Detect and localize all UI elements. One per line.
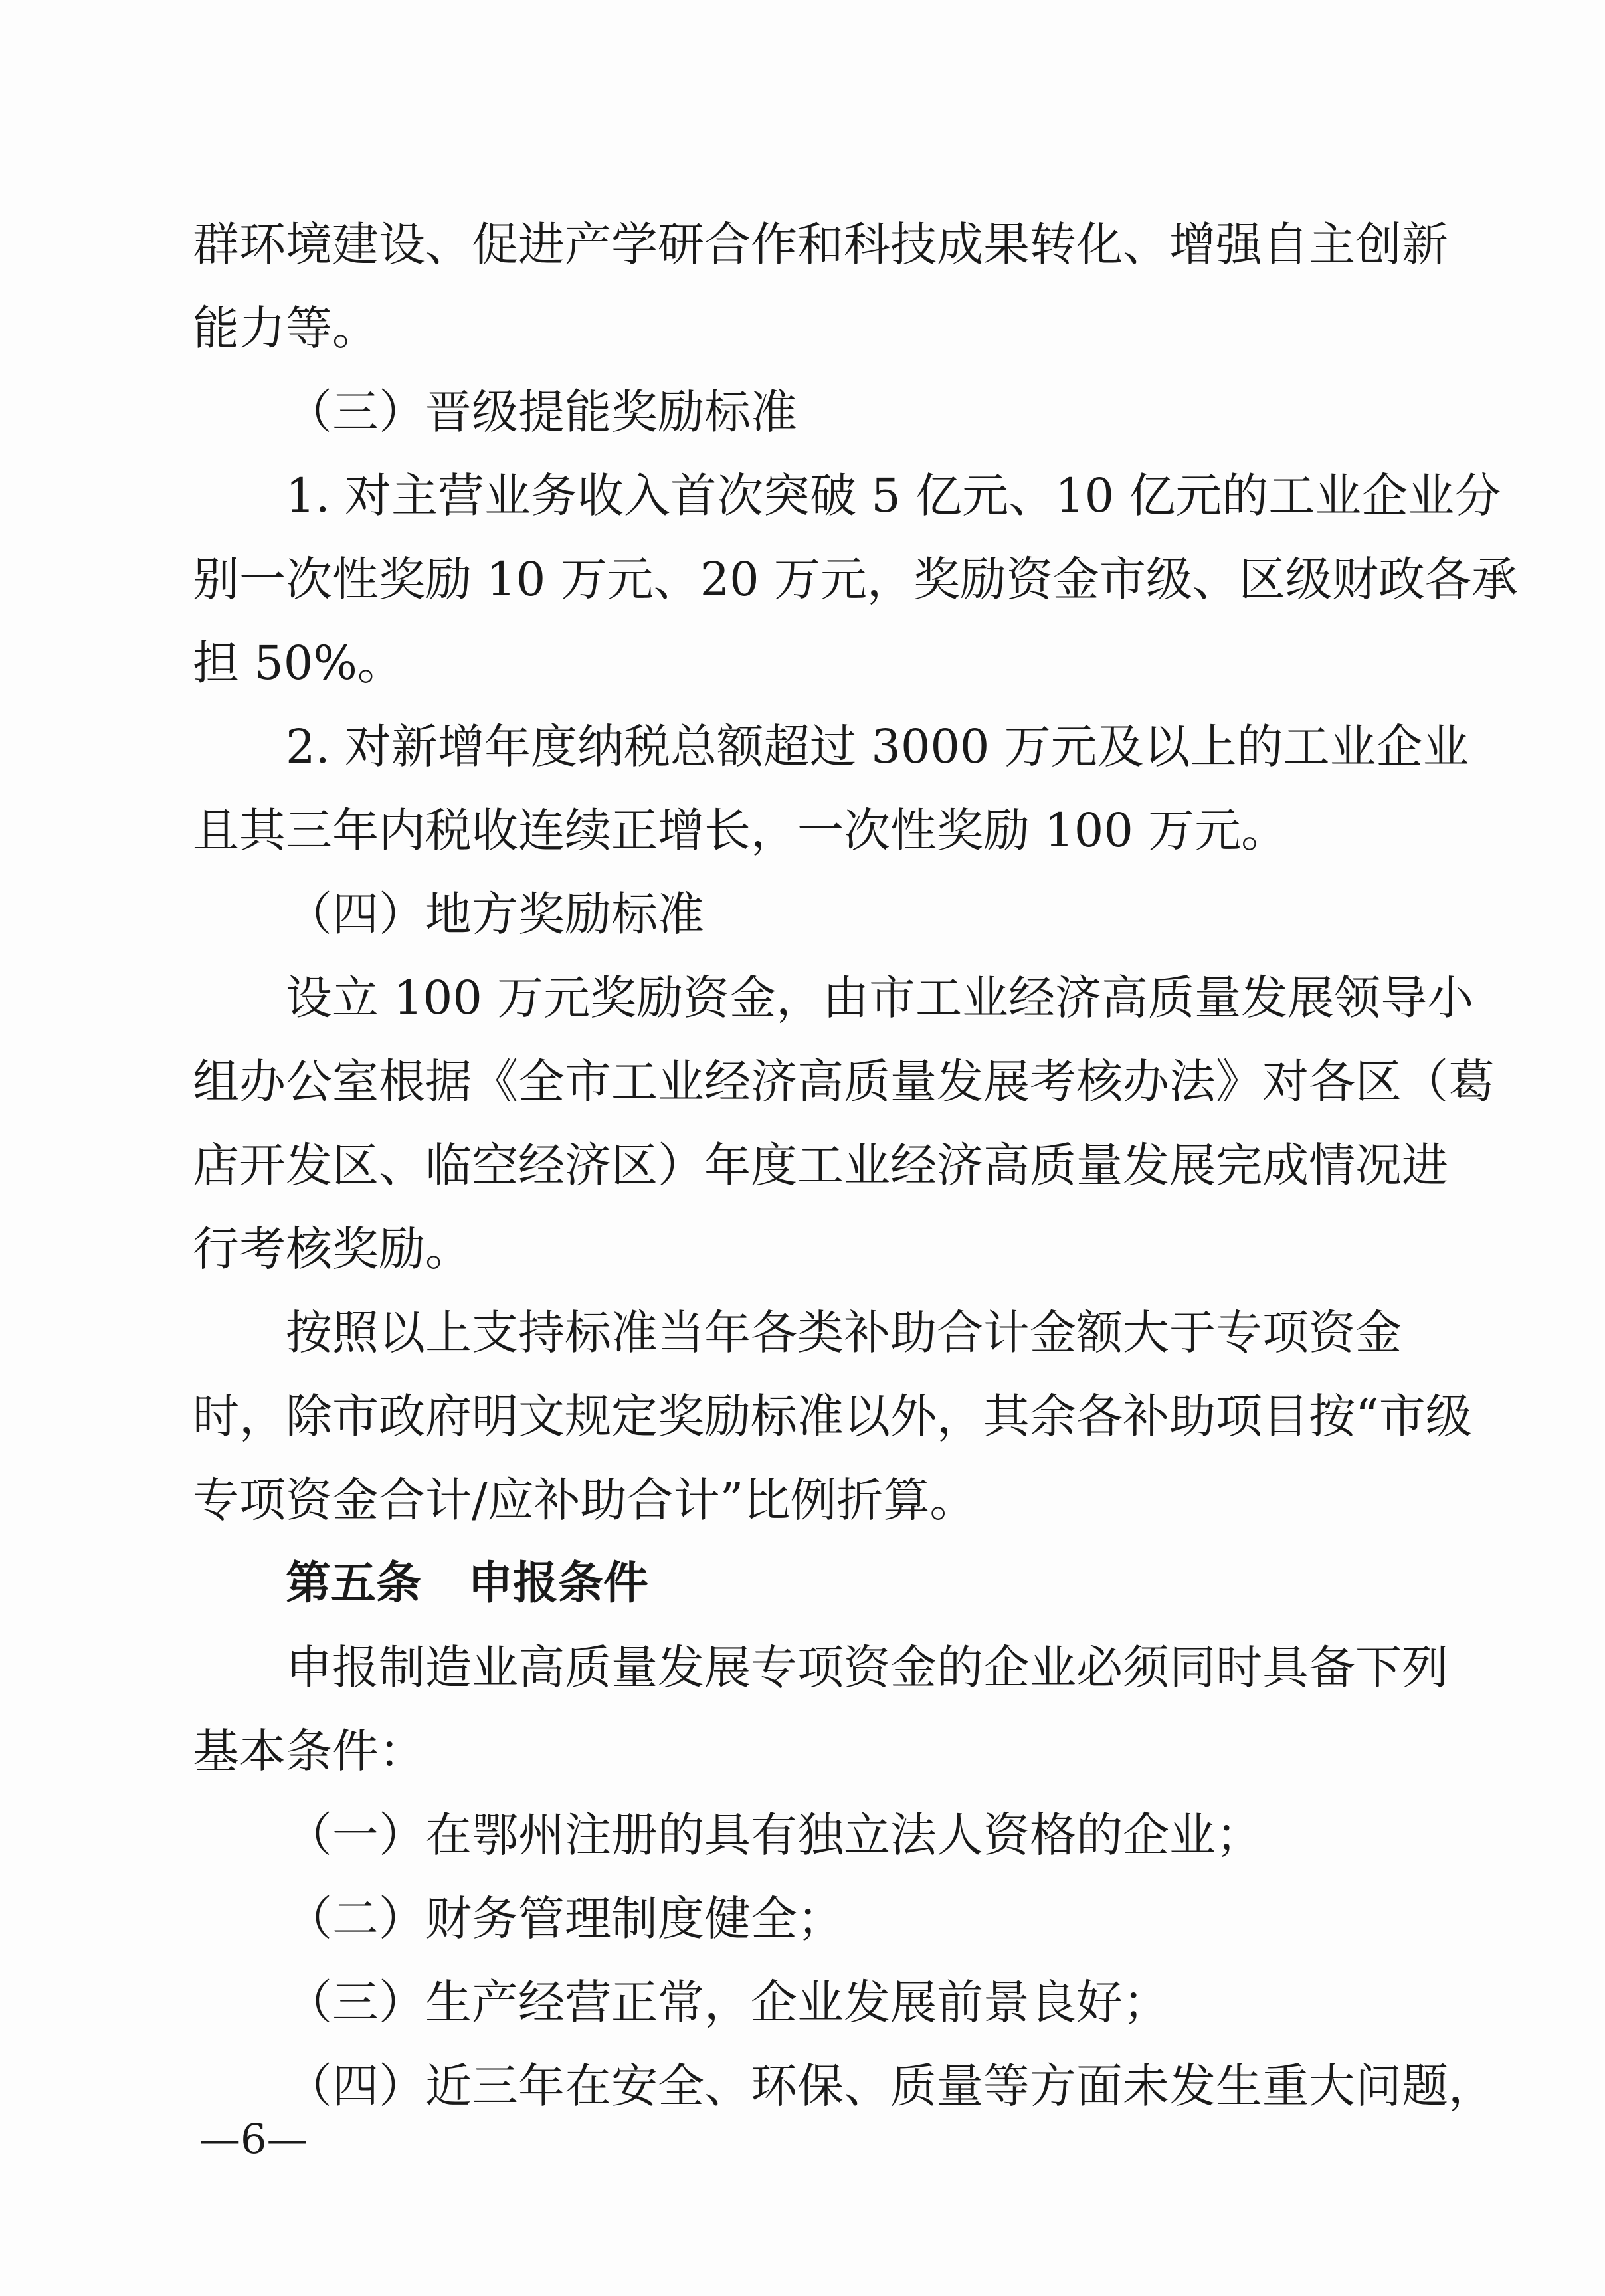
- text-line: （二）财务管理制度健全；: [286, 1891, 844, 1946]
- paragraph-block-after: [193, 1626, 1495, 2128]
- document-body: [193, 203, 1518, 2128]
- text-line: （四）地方奖励标准: [286, 887, 704, 941]
- text-line: 设立 100 万元奖励资金，由市工业经济高质量发展领导小: [286, 971, 1474, 1025]
- text-line: 申报制造业高质量发展专项资金的企业必须同时具备下列: [286, 1640, 1448, 1695]
- paragraph-block-before: [193, 203, 1518, 1542]
- text-line: （四）近三年在安全、环保、质量等方面未发生重大问题，: [286, 2059, 1495, 2113]
- text-line: 组办公室根据《全市工业经济高质量发展考核办法》对各区（葛: [193, 1054, 1495, 1109]
- text-line: 按照以上支持标准当年各类补助合计金额大于专项资金: [286, 1305, 1402, 1360]
- text-line: 店开发区、临空经济区）年度工业经济高质量发展完成情况进: [193, 1138, 1448, 1193]
- article-heading: [193, 1542, 1415, 1626]
- text-line: （三）晋级提能奖励标准: [286, 385, 797, 439]
- text-line: 能力等。: [193, 301, 379, 355]
- text-line: 且其三年内税收连续正增长，一次性奖励 100 万元。: [193, 803, 1288, 858]
- text-line: （一）在鄂州注册的具有独立法人资格的企业；: [286, 1808, 1262, 1862]
- text-line: （三）生产经营正常，企业发展前景良好；: [286, 1975, 1169, 2030]
- text-line: 担 50%。: [193, 636, 404, 690]
- text-line: 群环境建设、促进产学研合作和科技成果转化、增强自主创新: [193, 217, 1448, 272]
- text-line: 时，除市政府明文规定奖励标准以外，其余各补助项目按“市级: [193, 1389, 1472, 1444]
- article-title: 申报条件: [468, 1557, 649, 1610]
- text-line: 别一次性奖励 10 万元、20 万元，奖励资金市级、区级财政各承: [193, 552, 1518, 607]
- page-number: —6—: [199, 2115, 308, 2163]
- text-line: 2. 对新增年度纳税总额超过 3000 万元及以上的工业企业: [286, 719, 1469, 774]
- article-number: 第五条: [286, 1557, 422, 1610]
- text-line: 专项资金合计/应补助合计”比例折算。: [193, 1473, 977, 1527]
- text-line: 1. 对主营业务收入首次突破 5 亿元、10 亿元的工业企业分: [286, 468, 1501, 523]
- text-line: 基本条件：: [193, 1724, 425, 1778]
- text-line: 行考核奖励。: [193, 1222, 472, 1276]
